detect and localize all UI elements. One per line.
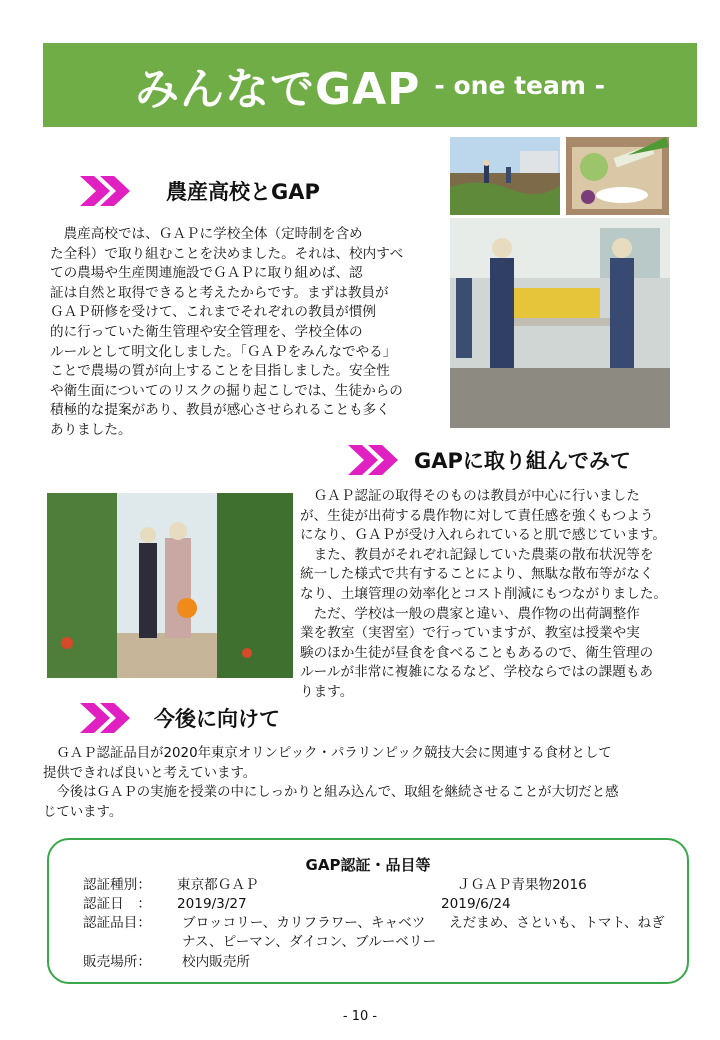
section3-text <box>43 744 703 822</box>
chevron-arrow-icon <box>348 445 408 475</box>
cert-type-tokyo: 東京都ＧＡＰ <box>177 877 259 893</box>
section2-text <box>300 487 700 703</box>
section3-heading <box>80 703 280 733</box>
cert-date-jgap: 2019/6/24 <box>441 896 511 912</box>
photo-vegetables <box>566 137 669 215</box>
section2-title: GAPに取り組んでみて <box>414 449 631 473</box>
cert-date-label: 認証日 ： <box>83 896 151 912</box>
certification-box-title: GAP認証・品目等 <box>305 856 431 874</box>
photo-greenhouse <box>47 493 293 678</box>
title-banner <box>43 43 697 127</box>
cert-items-jgap: えだまめ、さといも、トマト、ねぎ <box>449 915 665 931</box>
page-title: みんなでGAP <box>134 64 421 115</box>
text-line: 験のほか生徒が昼食を食べることもあるので、衛生管理の <box>300 644 654 661</box>
section2-heading <box>348 445 631 475</box>
cert-items-tokyo-1: ブロッコリー、カリフラワー、キャベツ <box>182 915 426 931</box>
text-line: ただ、学校は一般の農家と違い、農作物の出荷調整作 <box>300 605 640 622</box>
text-line: 農産高校では、ＧＡＰに学校全体（定時制を含め <box>50 226 363 242</box>
text-line: 業を教室（実習室）で行っていますが、教室は授業や実 <box>300 625 640 642</box>
text-line: 統一した様式で共有することにより、無駄な散布等がなく <box>300 566 654 583</box>
photo-classroom-packing <box>450 218 670 428</box>
certification-box <box>47 838 689 984</box>
text-line: ことで農場の質が向上することを目指しました。安全性 <box>50 363 390 380</box>
cert-items-tokyo-2: ナス、ピーマン、ダイコン、ブルーベリー <box>182 934 437 950</box>
chevron-arrow-icon <box>80 176 140 206</box>
cert-sales-place: 校内販売所 <box>182 954 250 970</box>
chevron-arrow-icon <box>80 703 140 733</box>
cert-type-label: 認証種別： <box>83 877 151 893</box>
text-line: ルールが非常に複雑になるなど、学校ならではの課題もあ <box>300 664 654 681</box>
text-line: じています。 <box>43 804 123 820</box>
photo-field-work <box>450 137 560 215</box>
section3-title: 今後に向けて <box>154 707 280 731</box>
cert-date-tokyo: 2019/3/27 <box>177 896 247 912</box>
page-subtitle: - one team - <box>434 70 606 100</box>
text-line: が、生徒が出荷する農作物に対して責任感を強くもつよう <box>300 507 654 524</box>
text-line: になり、ＧＡＰが受け入れられていると肌で感じています。 <box>300 527 666 544</box>
text-line: 積極的な提案があり、教員が感心させられることも多く <box>50 402 390 419</box>
text-line: また、教員がそれぞれ記録していた農薬の散布状況等を <box>300 546 654 563</box>
page-number: - 10 - <box>342 1009 378 1024</box>
text-line: ＧＡＰ認証の取得そのものは教員が中心に行いました <box>300 488 640 504</box>
text-line: や衛生面についてのリスクの掘り起こしでは、生徒からの <box>50 382 403 399</box>
text-line: ルールとして明文化しました。「ＧＡＰをみんなでやる」 <box>50 343 397 360</box>
text-line: 証は自然と取得できると考えたからです。まずは教員が <box>50 284 389 301</box>
text-line: ＧＡＰ研修を受けて、これまでそれぞれの教員が慣例 <box>50 304 376 321</box>
text-line: た全科）で取り組むことを決めました。それは、校内すべ <box>50 245 404 262</box>
cert-sales-label: 販売場所： <box>83 954 151 970</box>
cert-items-label: 認証品目： <box>83 915 151 931</box>
text-line: ありました。 <box>50 421 132 438</box>
text-line: なり、土壌管理の効率化とコスト削減にもつながりました。 <box>300 585 668 602</box>
text-line: ての農場や生産関連施設でＧＡＰに取り組めば、認 <box>50 265 363 282</box>
text-line: ＧＡＰ認証品目が2020年東京オリンピック・パラリンピック競技大会に関連する食材として <box>43 746 612 761</box>
section1-text <box>50 225 440 441</box>
section1-heading <box>80 176 320 206</box>
text-line: 的に行っていた衛生管理や安全管理を、学校全体の <box>50 323 363 340</box>
cert-type-jgap: ＪＧＡＰ青果物2016 <box>457 877 587 893</box>
text-line: 提供できれば良いと考えています。 <box>43 765 257 781</box>
text-line: ります。 <box>300 683 354 700</box>
text-line: 今後はＧＡＰの実施を授業の中にしっかりと組み込んで、取組を継続させることが大切だと感 <box>43 785 619 801</box>
section1-title: 農産高校とGAP <box>166 180 320 204</box>
